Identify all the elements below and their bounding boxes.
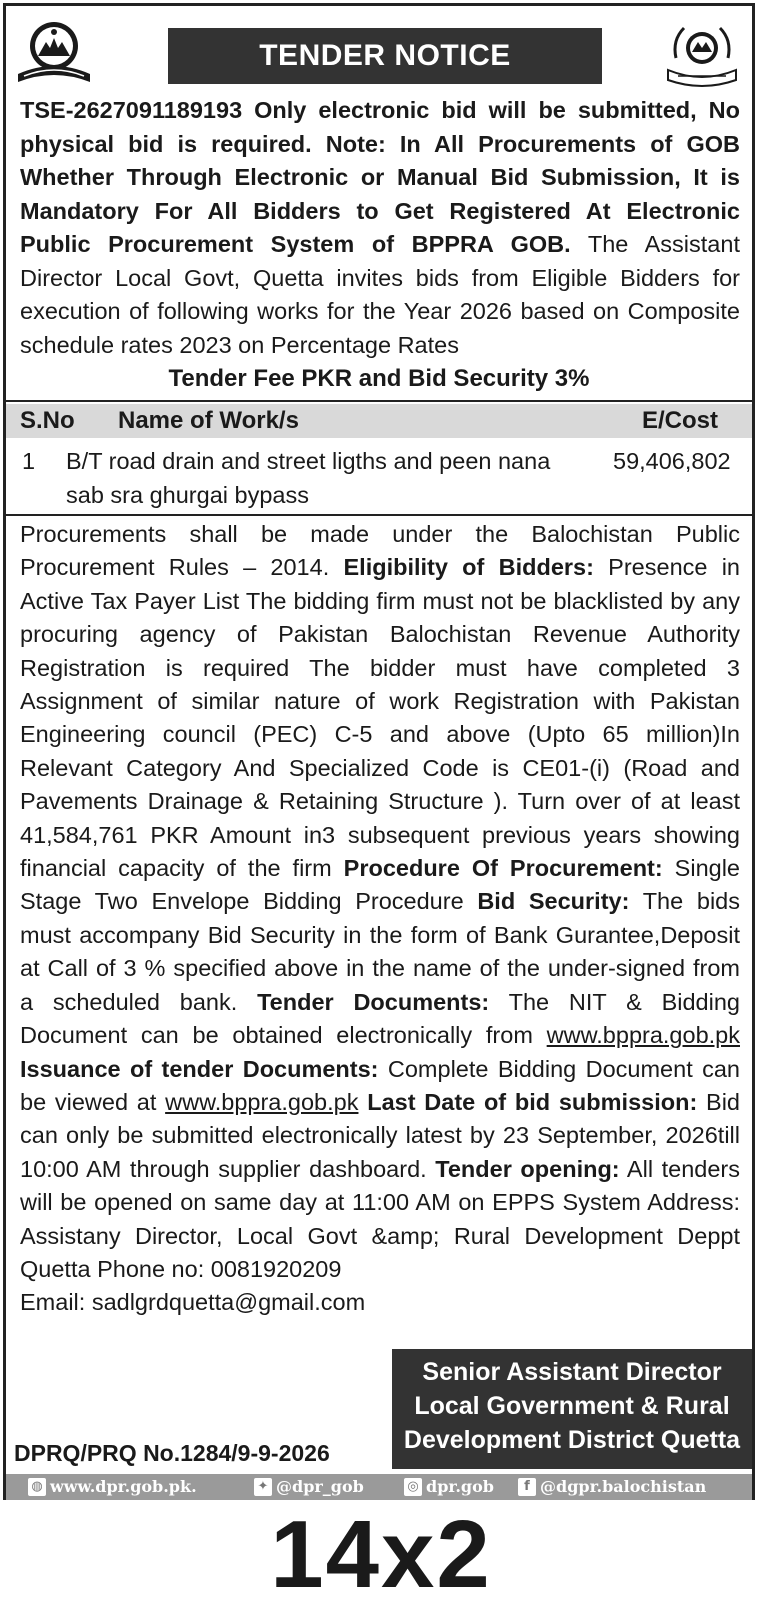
signature-line: Local Government & Rural xyxy=(414,1392,730,1420)
notice-title: TENDER NOTICE xyxy=(168,28,602,84)
body-issuance: Complete Bidding Document can be viewed at xyxy=(20,1055,740,1115)
body-last-date: Bid can only be submitted electronically latest by 23 September, 2026till 10:00 AM through supplier dashboard. xyxy=(20,1088,740,1182)
table-header xyxy=(6,404,752,438)
divider xyxy=(6,514,752,516)
intro-paragraph xyxy=(20,94,740,362)
heading-tender-opening: Tender opening: xyxy=(435,1155,620,1182)
footer-twitter[interactable]: ✦ @dpr_gob xyxy=(254,1474,364,1500)
heading-last-date: Last Date of bid submission: xyxy=(358,1088,698,1115)
body-bid-security: The bids must accompany Bid Security in the form of Bank Gurantee,Deposit at Call of 3 % specified above in the name of the under-signed from a scheduled bank. xyxy=(20,888,740,1015)
heading-procedure: Procedure Of Procurement: xyxy=(343,855,663,882)
row-sno: 1 xyxy=(22,448,36,474)
footer-instagram[interactable]: ◎ dpr.gob xyxy=(404,1474,494,1500)
row-name-of-work: B/T road drain and street ligths and peen nana sab sra ghurgai bypass xyxy=(66,448,551,508)
heading-bid-security: Bid Security: xyxy=(477,888,630,915)
bppra-link[interactable]: www.bppra.gob.pk xyxy=(165,1088,359,1115)
balochistan-logo-icon xyxy=(14,18,94,90)
prq-number: DPRQ/PRQ No.1284/9-9-2026 xyxy=(14,1440,330,1466)
intro-normal-text: The Assistant Director Local Govt, Quetta invites bids from Eligible Bidders for execution of following works for the Year 2026 based on Composite schedule rates 2023 on Percentage Rates xyxy=(20,231,740,358)
intro-bold-text: TSE-2627091189193 Only electronic bid will be submitted, No physical bid is required. Note: In All Procurements of GOB Whether Through Electronic or Manual Bid Submission, It is Mandatory For All Bidders to Get Registered At Electronic Public Procurement System of BPPRA GOB. xyxy=(20,97,740,257)
body-p1: Procurements shall be made under the Balochistan Public Procurement Rules – 2014. xyxy=(20,521,740,581)
footer-social-bar xyxy=(6,1474,752,1500)
signature-line: Senior Assistant Director xyxy=(422,1358,722,1386)
dgpr-logo-icon xyxy=(662,18,742,90)
globe-icon: ◍ xyxy=(28,1478,46,1496)
instagram-icon: ◎ xyxy=(404,1478,422,1496)
twitter-icon: ✦ xyxy=(254,1478,272,1496)
body-tender-opening: All tenders will be opened on same day at 11:00 AM on EPPS System Address: Assistany Director, Local Govt &amp; Rural Development Deppt Quetta Phone no: 0081920209 xyxy=(20,1155,740,1282)
footer-website[interactable]: ◍ www.dpr.gob.pk. xyxy=(28,1474,197,1500)
heading-issuance: Issuance of tender Documents: xyxy=(20,1055,379,1082)
fee-line: Tender Fee PKR and Bid Security 3% xyxy=(168,365,590,392)
ad-size-label: 14x2 xyxy=(270,1501,492,1608)
row-estimated-cost: 59,406,802 xyxy=(613,448,731,474)
header-name-of-work: Name of Work/s xyxy=(118,407,299,434)
body-eligibility: Presence in Active Tax Payer List The bidding firm must not be blacklisted by any procuring agency of Pakistan Balochistan Revenue Authority Registration is required The bidder must have completed 3 Assignment of similar nature of work Registration with Pakistan Engineering council (PEC) C-5 and above (Upto 65 million)In Relevant Category And Specialized Code is CE01-(i) (Road and Pavements Drainage & Retaining Structure ). Turn over of at least 41,584,761 PKR Amount in3 subsequent previous years showing financial capacity of the firm xyxy=(20,554,740,882)
body-procedure: Single Stage Two Envelope Bidding Procedure xyxy=(20,855,741,915)
signature-line: Development District Quetta xyxy=(403,1426,741,1454)
header-estimated-cost: E/Cost xyxy=(642,407,719,434)
tender-notice xyxy=(3,3,755,1500)
heading-tender-documents: Tender Documents: xyxy=(257,988,490,1015)
body-tender-documents: The NIT & Bidding Document can be obtained electronically from xyxy=(20,988,740,1049)
bppra-link[interactable]: www.bppra.gob.pk xyxy=(546,1022,740,1049)
divider xyxy=(6,400,752,402)
contact-email: Email: sadlgrdquetta@gmail.com xyxy=(20,1289,366,1316)
tender-body xyxy=(20,518,740,1320)
footer-facebook[interactable]: f @dgpr.balochistan xyxy=(518,1474,706,1500)
header-sno: S.No xyxy=(20,407,75,434)
signature-block xyxy=(392,1349,752,1469)
heading-eligibility: Eligibility of Bidders: xyxy=(343,554,594,581)
facebook-icon: f xyxy=(518,1478,536,1496)
